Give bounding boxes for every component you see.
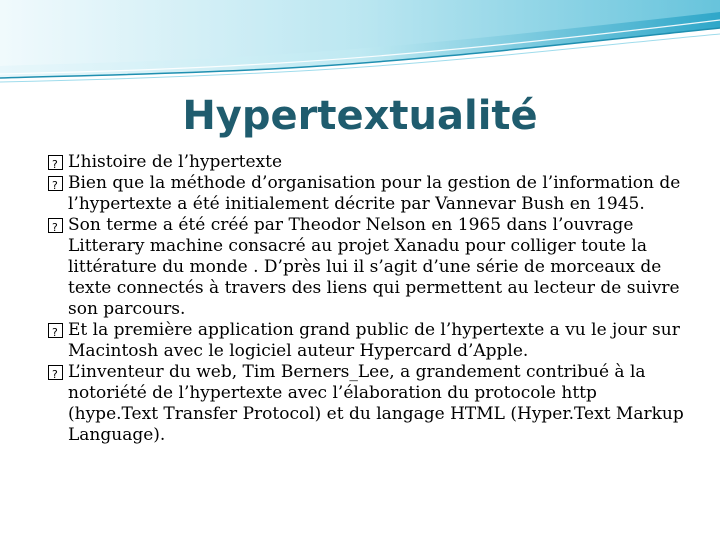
bullet-icon	[48, 218, 63, 233]
list-item	[48, 215, 688, 320]
list-item	[48, 320, 688, 362]
slide-title: Hypertextualité	[182, 93, 538, 139]
list-item	[48, 173, 688, 215]
list-item-text: L’inventeur du web, Tim Berners_Lee, a grandement contribué à la notoriété de l’hypertexte avec l’élaboration du protocole http (hype.Text Transfer Protocol) et du langage HTML (Hyper.Text Markup Language).	[68, 362, 684, 445]
list-item-text: Bien que la méthode d’organisation pour la gestion de l’information de l’hypertexte a été initialement décrite par Vannevar Bush en 1945.	[68, 173, 681, 214]
list-item	[48, 362, 688, 446]
list-item-text: Son terme a été créé par Theodor Nelson en 1965 dans l’ouvrage Litterary machine consacré au projet Xanadu pour colliger toute la littérature du monde . D’près lui il s’agit d’une série de morceaux de texte connectés à travers des liens qui permettent au lecteur de suivre son parcours.	[68, 215, 680, 319]
list-item-text: L’histoire de l’hypertexte	[68, 152, 283, 172]
bullet-icon	[48, 323, 63, 338]
list-item-text: Et la première application grand public de l’hypertexte a vu le jour sur Macintosh avec le logiciel auteur Hypercard d’Apple.	[68, 320, 680, 361]
decorative-wave-banner	[0, 0, 720, 90]
bullet-icon	[48, 365, 63, 380]
bullet-icon	[48, 176, 63, 191]
bullet-icon	[48, 155, 63, 170]
list-item	[48, 152, 688, 173]
bullet-list	[48, 152, 688, 446]
